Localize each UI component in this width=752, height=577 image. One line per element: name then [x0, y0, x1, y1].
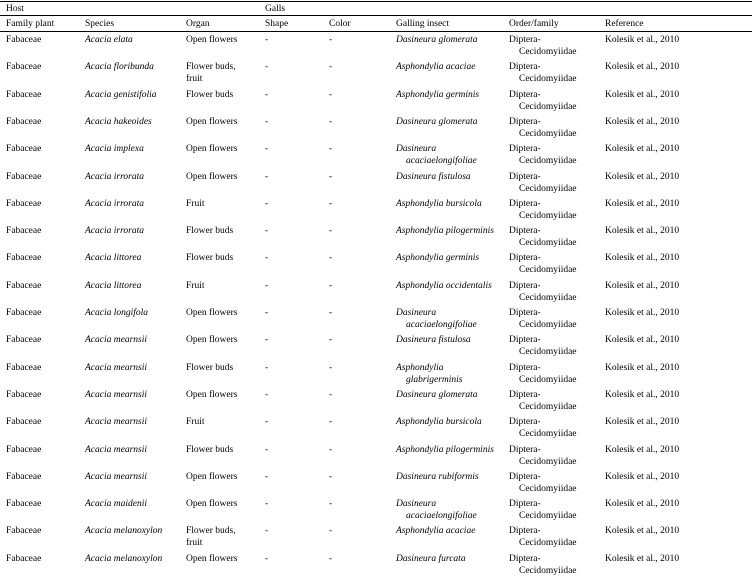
species-cell: Acacia elata [85, 35, 133, 45]
family-cell: Fabaceae [6, 90, 42, 100]
order-cell: Cecidomyiidae [519, 211, 577, 221]
order-cell: Diptera- [509, 335, 541, 345]
reference-cell: Kolesik et al., 2010 [605, 226, 680, 236]
family-cell: Fabaceae [6, 499, 42, 509]
order-cell: Diptera- [509, 62, 541, 72]
insect-cell: Dasineura fistulosa [396, 335, 471, 345]
organ-cell: Flower buds [186, 445, 234, 455]
shape-cell: - [265, 390, 269, 400]
family-cell: Fabaceae [6, 554, 42, 564]
order-cell: Diptera- [509, 117, 541, 127]
color-cell: - [329, 499, 333, 509]
host-group-header: Host [6, 4, 24, 14]
order-cell: Cecidomyiidae [519, 402, 577, 412]
insect-cell: Asphondylia bursicola [396, 417, 482, 427]
organ-cell: Open flowers [186, 472, 238, 482]
insect-cell: acaciaelongifoliae [406, 320, 477, 330]
shape-cell: - [265, 144, 269, 154]
insect-cell: Asphondylia germinis [396, 253, 480, 263]
column-header-species: Species [85, 19, 115, 29]
order-cell: Diptera- [509, 390, 541, 400]
organ-cell: Open flowers [186, 117, 238, 127]
family-cell: Fabaceae [6, 144, 42, 154]
shape-cell: - [265, 199, 269, 209]
shape-cell: - [265, 281, 269, 291]
insect-cell: Dasineura glomerata [396, 35, 478, 45]
insect-cell: Asphondylia [396, 363, 444, 373]
color-cell: - [329, 172, 333, 182]
species-cell: Acacia genistifolia [85, 90, 157, 100]
organ-cell: Open flowers [186, 308, 238, 318]
organ-cell: Flower buds, [186, 62, 236, 72]
species-cell: Acacia mearnsii [85, 363, 148, 373]
order-cell: Cecidomyiidae [519, 293, 577, 303]
species-cell: Acacia implexa [85, 144, 144, 154]
family-cell: Fabaceae [6, 335, 42, 345]
galls-group-header: Galls [265, 4, 286, 14]
family-cell: Fabaceae [6, 417, 42, 427]
species-cell: Acacia mearnsii [85, 335, 148, 345]
insect-cell: Dasineura furcata [396, 554, 466, 564]
insect-cell: glabrigerminis [406, 375, 463, 385]
organ-cell: Flower buds [186, 90, 234, 100]
reference-cell: Kolesik et al., 2010 [605, 253, 680, 263]
reference-cell: Kolesik et al., 2010 [605, 199, 680, 209]
order-cell: Cecidomyiidae [519, 47, 577, 57]
order-cell: Cecidomyiidae [519, 538, 577, 548]
color-cell: - [329, 226, 333, 236]
order-cell: Diptera- [509, 363, 541, 373]
color-cell: - [329, 472, 333, 482]
shape-cell: - [265, 526, 269, 536]
organ-cell: Open flowers [186, 35, 238, 45]
color-cell: - [329, 363, 333, 373]
column-header-order: Order/family [509, 19, 559, 29]
family-cell: Fabaceae [6, 35, 42, 45]
species-cell: Acacia irrorata [85, 172, 145, 182]
insect-cell: Dasineura fistulosa [396, 172, 471, 182]
family-cell: Fabaceae [6, 281, 42, 291]
color-cell: - [329, 390, 333, 400]
column-header-insect: Galling insect [396, 19, 450, 29]
order-cell: Diptera- [509, 445, 541, 455]
family-cell: Fabaceae [6, 199, 42, 209]
shape-cell: - [265, 90, 269, 100]
organ-cell: Open flowers [186, 144, 238, 154]
shape-cell: - [265, 308, 269, 318]
shape-cell: - [265, 62, 269, 72]
insect-cell: Dasineura [396, 144, 437, 154]
family-cell: Fabaceae [6, 117, 42, 127]
color-cell: - [329, 526, 333, 536]
organ-cell: Open flowers [186, 335, 238, 345]
insect-cell: Asphondylia bursicola [396, 199, 482, 209]
order-cell: Cecidomyiidae [519, 74, 577, 84]
shape-cell: - [265, 417, 269, 427]
reference-cell: Kolesik et al., 2010 [605, 144, 680, 154]
organ-cell: Flower buds [186, 253, 234, 263]
shape-cell: - [265, 445, 269, 455]
color-cell: - [329, 554, 333, 564]
column-header-organ: Organ [186, 19, 210, 29]
order-cell: Diptera- [509, 417, 541, 427]
organ-cell: Fruit [186, 281, 205, 291]
column-header-family: Family plant [6, 19, 55, 29]
order-cell: Diptera- [509, 554, 541, 564]
order-cell: Diptera- [509, 308, 541, 318]
order-cell: Cecidomyiidae [519, 102, 577, 112]
species-cell: Acacia longifola [85, 308, 149, 318]
reference-cell: Kolesik et al., 2010 [605, 90, 680, 100]
species-cell: Acacia littorea [85, 281, 142, 291]
color-cell: - [329, 253, 333, 263]
reference-cell: Kolesik et al., 2010 [605, 35, 680, 45]
species-cell: Acacia littorea [85, 253, 142, 263]
order-cell: Diptera- [509, 90, 541, 100]
order-cell: Diptera- [509, 226, 541, 236]
insect-cell: Asphondylia pilogerminis [396, 226, 494, 236]
insect-cell: Asphondylia acaciae [396, 62, 476, 72]
insect-cell: Asphondylia pilogerminis [396, 445, 494, 455]
shape-cell: - [265, 172, 269, 182]
reference-cell: Kolesik et al., 2010 [605, 445, 680, 455]
shape-cell: - [265, 363, 269, 373]
insect-cell: Dasineura rubiformis [396, 472, 479, 482]
order-cell: Cecidomyiidae [519, 457, 577, 467]
species-cell: Acacia floribunda [85, 62, 154, 72]
reference-cell: Kolesik et al., 2010 [605, 554, 680, 564]
order-cell: Cecidomyiidae [519, 156, 577, 166]
insect-cell: Dasineura [396, 308, 437, 318]
order-cell: Diptera- [509, 144, 541, 154]
insect-cell: Asphondylia germinis [396, 90, 480, 100]
family-cell: Fabaceae [6, 390, 42, 400]
color-cell: - [329, 445, 333, 455]
insect-cell: Asphondylia occidentalis [396, 281, 492, 291]
species-cell: Acacia mearnsii [85, 390, 148, 400]
species-cell: Acacia irrorata [85, 199, 145, 209]
color-cell: - [329, 308, 333, 318]
family-cell: Fabaceae [6, 253, 42, 263]
reference-cell: Kolesik et al., 2010 [605, 417, 680, 427]
color-cell: - [329, 90, 333, 100]
table-top-rule [0, 1, 752, 2]
species-cell: Acacia melanoxylon [85, 526, 163, 536]
organ-cell: Open flowers [186, 554, 238, 564]
color-cell: - [329, 417, 333, 427]
color-cell: - [329, 144, 333, 154]
shape-cell: - [265, 472, 269, 482]
insect-cell: Dasineura glomerata [396, 117, 478, 127]
order-cell: Cecidomyiidae [519, 265, 577, 275]
order-cell: Cecidomyiidae [519, 484, 577, 494]
order-cell: Diptera- [509, 253, 541, 263]
column-header-reference: Reference [605, 19, 644, 29]
reference-cell: Kolesik et al., 2010 [605, 117, 680, 127]
insect-cell: acaciaelongifoliae [406, 156, 477, 166]
shape-cell: - [265, 499, 269, 509]
reference-cell: Kolesik et al., 2010 [605, 308, 680, 318]
order-cell: Cecidomyiidae [519, 429, 577, 439]
organ-cell: Fruit [186, 199, 205, 209]
reference-cell: Kolesik et al., 2010 [605, 172, 680, 182]
insect-cell: Dasineura glomerata [396, 390, 478, 400]
color-cell: - [329, 335, 333, 345]
column-header-rule [0, 31, 752, 32]
column-header-color: Color [329, 19, 351, 29]
organ-cell: fruit [186, 538, 203, 548]
order-cell: Diptera- [509, 35, 541, 45]
organ-cell: fruit [186, 74, 203, 84]
reference-cell: Kolesik et al., 2010 [605, 526, 680, 536]
shape-cell: - [265, 253, 269, 263]
color-cell: - [329, 35, 333, 45]
group-header-rule [0, 15, 752, 16]
insect-cell: Asphondylia acaciae [396, 526, 476, 536]
shape-cell: - [265, 117, 269, 127]
organ-cell: Fruit [186, 417, 205, 427]
shape-cell: - [265, 335, 269, 345]
organ-cell: Open flowers [186, 499, 238, 509]
species-cell: Acacia mearnsii [85, 417, 148, 427]
species-cell: Acacia mearnsii [85, 445, 148, 455]
order-cell: Cecidomyiidae [519, 347, 577, 357]
organ-cell: Open flowers [186, 390, 238, 400]
color-cell: - [329, 62, 333, 72]
reference-cell: Kolesik et al., 2010 [605, 281, 680, 291]
color-cell: - [329, 117, 333, 127]
shape-cell: - [265, 226, 269, 236]
reference-cell: Kolesik et al., 2010 [605, 62, 680, 72]
organ-cell: Flower buds [186, 363, 234, 373]
order-cell: Diptera- [509, 199, 541, 209]
order-cell: Cecidomyiidae [519, 566, 577, 576]
family-cell: Fabaceae [6, 226, 42, 236]
species-cell: Acacia hakeoides [85, 117, 152, 127]
reference-cell: Kolesik et al., 2010 [605, 499, 680, 509]
species-cell: Acacia melanoxylon [85, 554, 163, 564]
species-cell: Acacia irrorata [85, 226, 145, 236]
organ-cell: Flower buds, [186, 526, 236, 536]
order-cell: Cecidomyiidae [519, 375, 577, 385]
column-header-shape: Shape [265, 19, 289, 29]
reference-cell: Kolesik et al., 2010 [605, 363, 680, 373]
order-cell: Diptera- [509, 281, 541, 291]
order-cell: Cecidomyiidae [519, 184, 577, 194]
order-cell: Diptera- [509, 472, 541, 482]
color-cell: - [329, 199, 333, 209]
shape-cell: - [265, 35, 269, 45]
order-cell: Diptera- [509, 172, 541, 182]
reference-cell: Kolesik et al., 2010 [605, 335, 680, 345]
order-cell: Cecidomyiidae [519, 238, 577, 248]
insect-cell: acaciaelongifoliae [406, 511, 477, 521]
family-cell: Fabaceae [6, 62, 42, 72]
organ-cell: Flower buds [186, 226, 234, 236]
reference-cell: Kolesik et al., 2010 [605, 472, 680, 482]
order-cell: Diptera- [509, 526, 541, 536]
insect-cell: Dasineura [396, 499, 437, 509]
reference-cell: Kolesik et al., 2010 [605, 390, 680, 400]
family-cell: Fabaceae [6, 526, 42, 536]
order-cell: Cecidomyiidae [519, 320, 577, 330]
family-cell: Fabaceae [6, 308, 42, 318]
color-cell: - [329, 281, 333, 291]
order-cell: Cecidomyiidae [519, 129, 577, 139]
family-cell: Fabaceae [6, 472, 42, 482]
shape-cell: - [265, 554, 269, 564]
order-cell: Diptera- [509, 499, 541, 509]
order-cell: Cecidomyiidae [519, 511, 577, 521]
family-cell: Fabaceae [6, 445, 42, 455]
species-cell: Acacia maidenii [85, 499, 147, 509]
family-cell: Fabaceae [6, 363, 42, 373]
species-cell: Acacia mearnsii [85, 472, 148, 482]
family-cell: Fabaceae [6, 172, 42, 182]
organ-cell: Open flowers [186, 172, 238, 182]
